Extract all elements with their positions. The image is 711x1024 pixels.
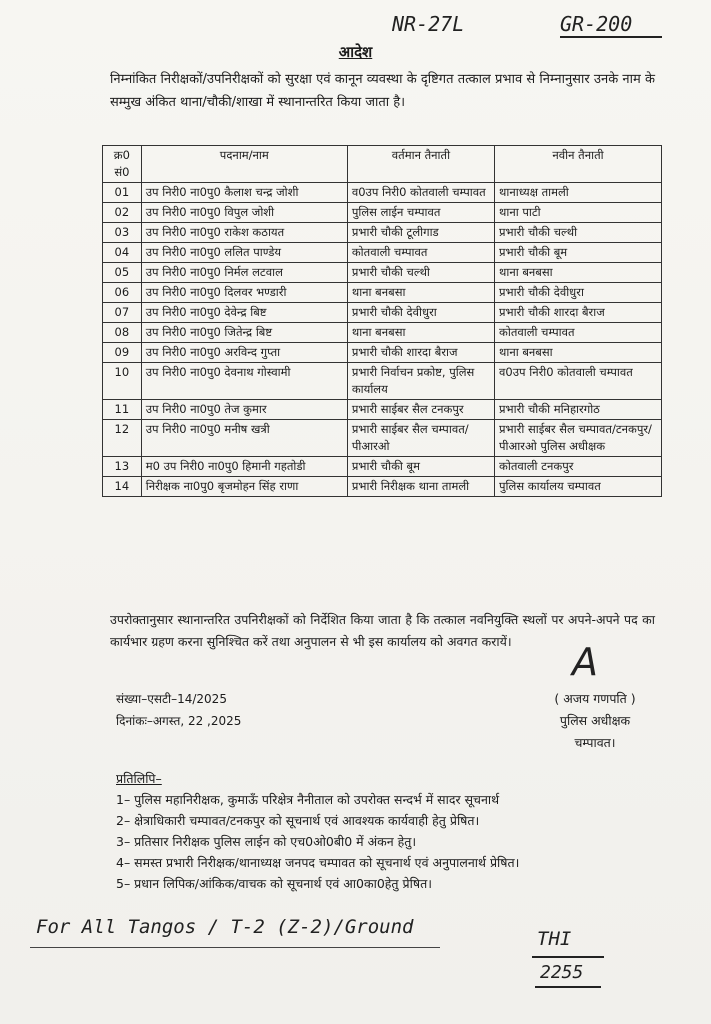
row-name: उप निरी0 ना0पु0 मनीष खत्री: [141, 420, 347, 457]
copy-list: [116, 768, 519, 894]
reference-block: [116, 688, 241, 732]
row-serial: 02: [103, 203, 142, 223]
row-new: थाना बनबसा: [495, 263, 662, 283]
row-current: कोतवाली चम्पावत: [347, 243, 494, 263]
row-current: प्रभारी चौकी शारदा बैराज: [347, 343, 494, 363]
row-current: प्रभारी चौकी चल्थी: [347, 263, 494, 283]
copy-item: 4– समस्त प्रभारी निरीक्षक/थानाध्यक्ष जनपद चम्पावत को सूचनार्थ एवं अनुपालनार्थ प्रेषित।: [116, 855, 520, 870]
row-current: प्रभारी चौकी टूलीगाड: [347, 223, 494, 243]
handwritten-footer-note: For All Tangos / T-2 (Z-2)/Ground: [36, 916, 414, 938]
row-current: व0उप निरी0 कोतवाली चम्पावत: [347, 183, 494, 203]
row-new: कोतवाली चम्पावत: [495, 323, 662, 343]
table-row: [103, 400, 662, 420]
row-new: प्रभारी साईबर सैल चम्पावत/टनकपुर/ पीआरओ पुलिस अधीक्षक: [495, 420, 662, 457]
row-new: प्रभारी चौकी मनिहारगोठ: [495, 400, 662, 420]
row-name: उप निरी0 ना0पु0 दिलवर भण्डारी: [141, 283, 347, 303]
row-name: उप निरी0 ना0पु0 अरविन्द गुप्ता: [141, 343, 347, 363]
copy-heading: प्रतिलिपि–: [116, 771, 162, 786]
signatory-place: चम्पावत।: [574, 735, 616, 750]
closing-paragraph: उपरोक्तानुसार स्थानान्तरित उपनिरीक्षकों को निर्देशित किया जाता है कि तत्काल नवनियुक्ति स्थलों पर अपने-अपने पद का कार्यभार ग्रहण करना सुनिश्चित करें तथा अनुपालन से भी इस कार्यालय को अवगत करायें।: [110, 612, 655, 649]
table-row: [103, 203, 662, 223]
table-row: [103, 477, 662, 497]
copy-item: 1– पुलिस महानिरीक्षक, कुमाऊँ परिक्षेत्र नैनीताल को उपरोक्त सन्दर्भ में सादर सूचनार्थ: [116, 792, 500, 807]
row-new: थाना पाटी: [495, 203, 662, 223]
header-new-posting: नवीन तैनाती: [495, 146, 662, 183]
handwritten-thi-note: THI: [537, 928, 572, 950]
signatory-name: ( अजय गणपति ): [554, 691, 636, 706]
header-name: पदनाम/नाम: [141, 146, 347, 183]
row-new: पुलिस कार्यालय चम्पावत: [495, 477, 662, 497]
table-row: [103, 343, 662, 363]
row-serial: 12: [103, 420, 142, 457]
row-serial: 05: [103, 263, 142, 283]
row-name: उप निरी0 ना0पु0 देवनाथ गोस्वामी: [141, 363, 347, 400]
row-current: प्रभारी निरीक्षक थाना तामली: [347, 477, 494, 497]
row-serial: 04: [103, 243, 142, 263]
row-new: कोतवाली टनकपुर: [495, 457, 662, 477]
signature-mark: A: [572, 640, 598, 684]
footer-underline: [30, 947, 440, 948]
row-serial: 14: [103, 477, 142, 497]
intro-paragraph: निम्नांकित निरीक्षकों/उपनिरीक्षकों को सुरक्षा एवं कानून व्यवस्था के दृष्टिगत तत्काल प्रभाव से निम्नानुसार उनके नाम के सम्मुख अंकित थाना/चौकी/शाखा में स्थानान्तरित किया जाता है।: [110, 72, 655, 110]
row-name: उप निरी0 ना0पु0 तेज कुमार: [141, 400, 347, 420]
handwritten-gr-note: GR-200: [560, 12, 633, 36]
row-current: थाना बनबसा: [347, 283, 494, 303]
row-name: उप निरी0 ना0पु0 ललित पाण्डेय: [141, 243, 347, 263]
row-name: निरीक्षक ना0पु0 बृजमोहन सिंह राणा: [141, 477, 347, 497]
table-header-row: [103, 146, 662, 183]
copy-item: 5– प्रधान लिपिक/आंकिक/वाचक को सूचनार्थ एवं आ0का0हेतु प्रेषित।: [116, 876, 432, 891]
table-row: [103, 363, 662, 400]
table-row: [103, 223, 662, 243]
row-serial: 01: [103, 183, 142, 203]
header-serial: क्र0 सं0: [103, 146, 142, 183]
row-serial: 13: [103, 457, 142, 477]
reference-number: संख्या–एसटी–14/2025: [116, 692, 227, 706]
table-row: [103, 420, 662, 457]
row-name: म0 उप निरी0 ना0पु0 हिमानी गहतोडी: [141, 457, 347, 477]
row-name: उप निरी0 ना0पु0 विपुल जोशी: [141, 203, 347, 223]
number-underline: [535, 986, 601, 988]
table-row: [103, 283, 662, 303]
handwritten-nr-note: NR-27L: [392, 12, 465, 36]
table-row: [103, 243, 662, 263]
row-serial: 03: [103, 223, 142, 243]
row-current: थाना बनबसा: [347, 323, 494, 343]
row-serial: 10: [103, 363, 142, 400]
row-current: प्रभारी चौकी देवीधुरा: [347, 303, 494, 323]
order-title: आदेश: [338, 43, 373, 61]
row-serial: 08: [103, 323, 142, 343]
row-current: प्रभारी साईबर सैल टनकपुर: [347, 400, 494, 420]
signatory-designation: पुलिस अधीक्षक: [559, 713, 631, 728]
signature-block: [535, 688, 655, 754]
row-new: प्रभारी चौकी चल्थी: [495, 223, 662, 243]
reference-date: दिनांकः–अगस्त, 22 ,2025: [116, 714, 242, 728]
row-name: उप निरी0 ना0पु0 जितेन्द्र बिष्ट: [141, 323, 347, 343]
handwritten-underline: [560, 36, 662, 38]
row-new: प्रभारी चौकी शारदा बैराज: [495, 303, 662, 323]
row-serial: 11: [103, 400, 142, 420]
copy-item: 3– प्रतिसार निरीक्षक पुलिस लाईन को एच0ओ0बी0 में अंकन हेतु।: [116, 834, 417, 849]
copy-item: 2– क्षेत्राधिकारी चम्पावत/टनकपुर को सूचनार्थ एवं आवश्यक कार्यवाही हेतु प्रेषित।: [116, 813, 480, 828]
row-serial: 06: [103, 283, 142, 303]
row-current: प्रभारी साईबर सैल चम्पावत/पीआरओ: [347, 420, 494, 457]
row-name: उप निरी0 ना0पु0 देवेन्द्र बिष्ट: [141, 303, 347, 323]
row-name: उप निरी0 ना0पु0 निर्मल लटवाल: [141, 263, 347, 283]
table-row: [103, 263, 662, 283]
row-name: उप निरी0 ना0पु0 कैलाश चन्द्र जोशी: [141, 183, 347, 203]
row-new: प्रभारी चौकी देवीधुरा: [495, 283, 662, 303]
row-serial: 07: [103, 303, 142, 323]
row-new: थानाध्यक्ष तामली: [495, 183, 662, 203]
handwritten-number-note: 2255: [540, 962, 584, 983]
table-row: [103, 303, 662, 323]
table-row: [103, 183, 662, 203]
row-current: प्रभारी चौकी बूम: [347, 457, 494, 477]
row-current: पुलिस लाईन चम्पावत: [347, 203, 494, 223]
table-row: [103, 457, 662, 477]
header-current-posting: वर्तमान तैनाती: [347, 146, 494, 183]
row-new: व0उप निरी0 कोतवाली चम्पावत: [495, 363, 662, 400]
transfer-table: [102, 145, 662, 497]
row-name: उप निरी0 ना0पु0 राकेश कठायत: [141, 223, 347, 243]
row-serial: 09: [103, 343, 142, 363]
row-current: प्रभारी निर्वाचन प्रकोष्ट, पुलिस कार्यालय: [347, 363, 494, 400]
thi-underline: [532, 956, 604, 958]
row-new: थाना बनबसा: [495, 343, 662, 363]
row-new: प्रभारी चौकी बूम: [495, 243, 662, 263]
table-row: [103, 323, 662, 343]
